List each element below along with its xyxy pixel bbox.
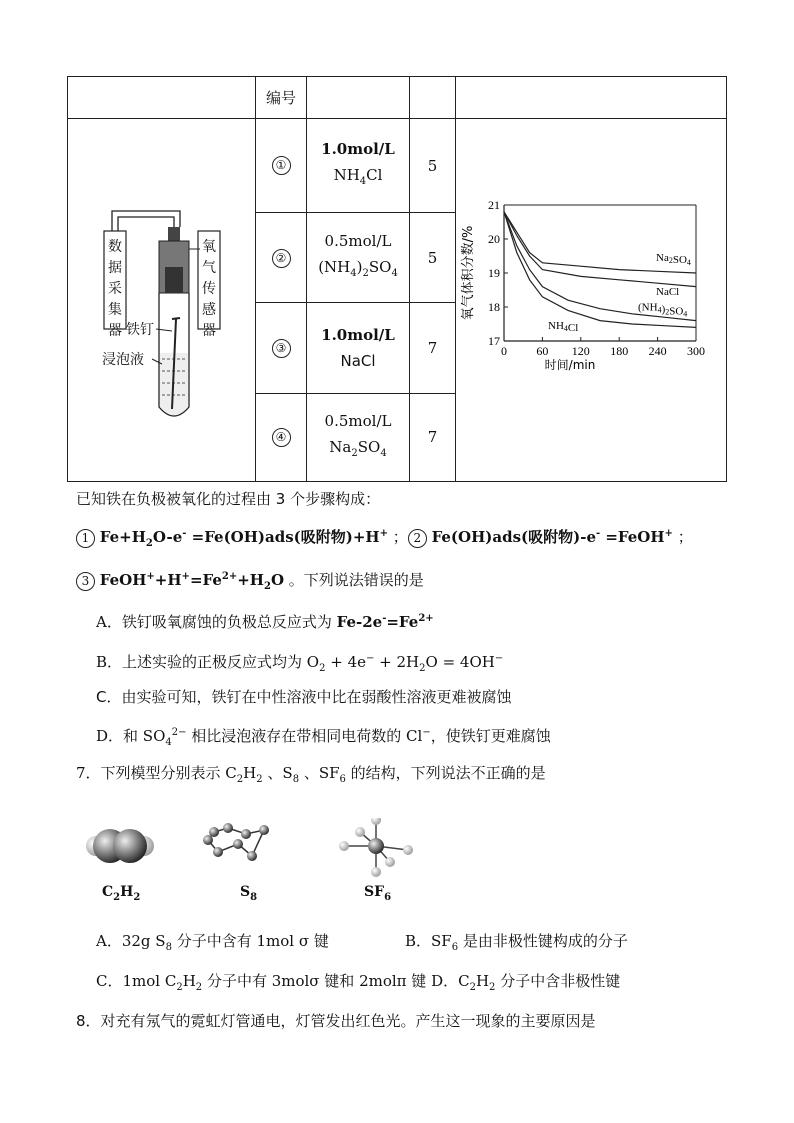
- step-1-2: 1 $Fe+H_2O-e^- =Fe(OH)ads$(吸附物)+H+ ； 2 Fe(OH)ads(吸附物)-e- =FeOH+ ；: [76, 523, 693, 555]
- row-ph: 5: [410, 213, 456, 303]
- x-tick-label: 60: [536, 344, 549, 358]
- q7-option-a: A．32g $S_8$ 分子中含有 1mol σ 键: [96, 932, 329, 953]
- row-solution: 1.0mol/L $NH_4Cl$: [307, 119, 410, 213]
- s8-model-icon: [203, 823, 269, 861]
- header-cell-solution: [307, 77, 410, 119]
- step-3: 3 $FeOH^++H^+=Fe^{2+}+H_2O$ 。下列说法错误的是: [76, 566, 424, 598]
- header-cell-graph: [456, 77, 727, 119]
- row-ph: 7: [410, 393, 456, 481]
- solute-formula: $(NH_4)_2SO_4$: [318, 258, 398, 280]
- solute-formula: $NH_4Cl$: [333, 166, 383, 188]
- x-tick-label: 240: [648, 344, 667, 358]
- series-line: [504, 212, 696, 287]
- molecule-models: [78, 818, 438, 878]
- q7-option-b: B．$SF_6$ 是由非极性键构成的分子: [405, 932, 628, 953]
- q7-stem: 7．下列模型分别表示 $C_2H_2$ 、$S_8$ 、$SF_6$ 的结构，下列说法不正确的是: [76, 764, 546, 785]
- header-cell-ph: [410, 77, 456, 119]
- sf6-label: $SF_6$: [364, 884, 392, 903]
- c2h2-model-icon: [86, 829, 154, 863]
- row-solution: 0.5mol/L $Na_2SO_4$: [307, 393, 410, 481]
- row-number: ④: [256, 393, 307, 481]
- q8-stem: 8．对充有氖气的霓虹灯管通电，灯管发出红色光。产生这一现象的主要原因是: [76, 1012, 596, 1030]
- solute-formula: NaCl: [340, 352, 376, 371]
- q6-option-d: D．和 $SO_4^{2-}$ 相比浸泡液存在带相同电荷数的 Cl−，使铁钉更难腐蚀: [96, 727, 551, 748]
- header-cell-number: 编号: [256, 77, 307, 119]
- s8-label: $S_8$: [240, 884, 258, 903]
- solution-label: 浸泡液: [102, 352, 144, 368]
- oxygen-sensor-label: 氧气传感器: [202, 239, 216, 339]
- oxygen-chart: [456, 119, 726, 481]
- y-tick-label: 20: [488, 232, 500, 246]
- series-label: Na2SO4: [656, 252, 691, 268]
- row-number: ②: [256, 213, 307, 303]
- y-tick-label: 19: [488, 266, 500, 280]
- q6-option-b: B．上述实验的正极反应式均为 $O_2 + 4e^- + 2H_2O = 4OH^-$: [96, 653, 504, 674]
- row-number: ③: [256, 303, 307, 393]
- header-cell-apparatus: [68, 77, 256, 119]
- q6-option-a: A．铁钉吸氧腐蚀的负极总反应式为 $Fe-2e^-=Fe^{2+}$: [96, 613, 434, 631]
- solute-formula: $Na_2SO_4$: [329, 437, 387, 459]
- apparatus-diagram: [68, 119, 255, 481]
- x-tick-label: 300: [687, 344, 705, 358]
- row-number: ①: [256, 119, 307, 213]
- experiment-table: [67, 76, 727, 482]
- y-tick-label: 18: [488, 300, 500, 314]
- nail-label: 铁钉: [126, 322, 154, 338]
- row-solution: 1.0mol/L NaCl: [307, 303, 410, 393]
- x-tick-label: 180: [610, 344, 629, 358]
- series-label: NaCl: [656, 286, 680, 299]
- intro-text: 已知铁在负极被氧化的过程由 3 个步骤构成：: [76, 490, 381, 508]
- series-label: (NH4)2SO4: [638, 301, 688, 319]
- sf6-model-icon: [339, 818, 413, 877]
- q7-option-c-d: C．1mol $C_2H_2$ 分子中有 3molσ 键和 2molπ 键 D．$C_2H_2$ 分子中含非极性键: [96, 972, 621, 993]
- graph-cell: [456, 119, 727, 482]
- apparatus-cell: [68, 119, 256, 482]
- y-axis-label: 氧气体积分数/%: [461, 225, 476, 321]
- c2h2-label: $C_2H_2$: [102, 884, 141, 903]
- x-axis-label: 时间/min: [544, 358, 596, 372]
- row-ph: 5: [410, 119, 456, 213]
- row-solution: 0.5mol/L $(NH_4)_2SO_4$: [307, 213, 410, 303]
- table-row: [68, 119, 727, 213]
- series-line: [504, 212, 696, 321]
- x-tick-label: 120: [571, 344, 590, 358]
- y-tick-label: 21: [488, 198, 500, 212]
- x-tick-label: 0: [501, 344, 507, 358]
- series-label: NH4Cl: [548, 320, 579, 335]
- q6-option-c: C．由实验可知，铁钉在中性溶液中比在弱酸性溶液更难被腐蚀: [96, 688, 512, 706]
- y-tick-label: 17: [488, 334, 500, 348]
- row-ph: 7: [410, 303, 456, 393]
- data-collector-label: 数据采集器: [108, 239, 122, 339]
